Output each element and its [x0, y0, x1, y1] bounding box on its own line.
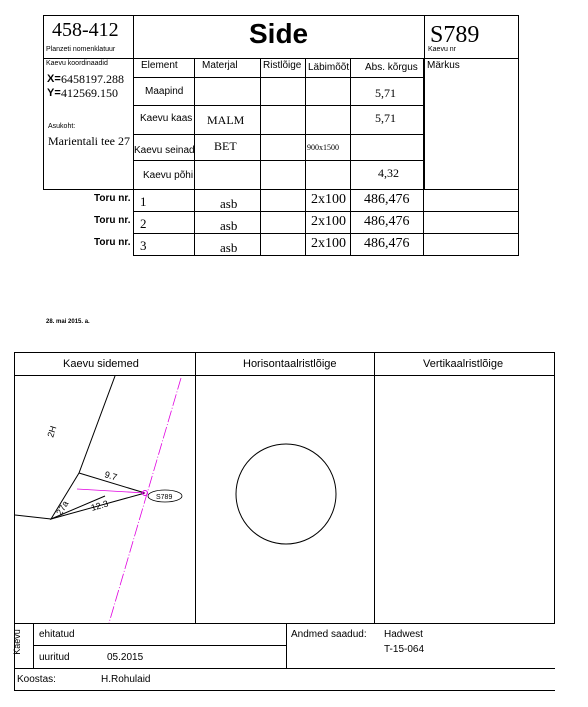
- author-label: Koostas:: [17, 674, 56, 685]
- coords-label: Kaevu koordinaadid: [46, 60, 108, 67]
- header-section: Ristlõige: [263, 60, 302, 71]
- row-elevation: 5,71: [375, 86, 396, 100]
- header-element: Element: [141, 60, 178, 71]
- pipe-diameter: 2x100: [311, 192, 346, 207]
- panel-horizontal-title: Horisontaalristlõige: [243, 358, 337, 370]
- distance-label-12-3: 12.3: [89, 498, 110, 513]
- horizontal-section: [196, 376, 375, 623]
- pipe-material: asb: [220, 218, 238, 233]
- surveyed-value: 05.2015: [107, 652, 144, 663]
- pipe-diameter: 2x100: [311, 236, 346, 251]
- y-label: Y=: [47, 87, 61, 99]
- pipe-diameter: 2x100: [311, 214, 346, 229]
- header-elevation: Abs. kõrgus: [365, 62, 418, 73]
- pipe-elevation: 486,476: [364, 192, 410, 207]
- pipe-label: Toru nr.: [94, 215, 131, 226]
- pipe-number: 2: [140, 216, 147, 231]
- row-material: BET: [214, 139, 237, 153]
- pipe-material: asb: [220, 196, 238, 211]
- pipe-elevation: 486,476: [364, 236, 410, 251]
- distance-label-9-7: 9.7: [103, 469, 119, 483]
- document-date: 28. mai 2015. a.: [46, 319, 90, 325]
- author-value: H.Rohulaid: [101, 674, 151, 685]
- pipe-label: Toru nr.: [94, 237, 131, 248]
- x-label: X=: [47, 73, 61, 85]
- header-remarks: Märkus: [427, 60, 460, 71]
- lot-label-27a: 27a: [54, 498, 71, 518]
- nomenclature-label: Planzeti nomenklatuur: [46, 46, 116, 53]
- boundary-line: [15, 515, 51, 519]
- panel-connections-title: Kaevu sidemed: [63, 358, 139, 370]
- row-diameter: 900x1500: [307, 143, 339, 152]
- data-source-label: Andmed saadud:: [291, 629, 367, 640]
- pipe-number: 3: [140, 238, 147, 253]
- surveyed-label: uuritud: [39, 652, 70, 663]
- pipe-material: asb: [220, 240, 238, 255]
- header-diameter: Läbimõõt: [308, 62, 350, 73]
- row-element: Kaevu kaas: [140, 113, 193, 124]
- well-circle: [236, 444, 336, 544]
- y-value: 412569.150: [61, 86, 118, 100]
- location-label: Asukoht:: [48, 123, 76, 130]
- lot-boundary: [51, 376, 115, 519]
- header-material: Materjal: [202, 60, 238, 71]
- row-elevation: 4,32: [378, 166, 399, 180]
- x-value: 6458197.288: [61, 72, 124, 86]
- row-element: Kaevu põhi: [143, 170, 194, 181]
- well-label: S789: [156, 494, 173, 501]
- well-number: S789: [430, 22, 480, 48]
- row-material: MALM: [207, 113, 245, 127]
- row-element: Maapind: [145, 86, 184, 97]
- panel-vertical-title: Vertikaalristlõige: [423, 358, 504, 370]
- pipe-number: 1: [140, 194, 147, 209]
- row-elevation: 5,71: [375, 111, 396, 125]
- pipe-elevation: 486,476: [364, 214, 410, 229]
- built-label: ehitatud: [39, 629, 75, 640]
- pipe-label: Toru nr.: [94, 193, 131, 204]
- row-element: Kaevu seinad: [134, 145, 195, 156]
- card-title: Side: [249, 18, 309, 49]
- data-source-value: Hadwest: [384, 629, 423, 640]
- data-source-ref: T-15-064: [384, 644, 425, 655]
- footer-side-label: Kaevu: [11, 629, 22, 655]
- nomenclature: 458-412: [52, 19, 119, 41]
- location-value: Marientali tee 27: [48, 134, 130, 148]
- connections-map: [15, 376, 196, 623]
- lot-label-2h: 2H: [45, 424, 59, 439]
- well-number-label: Kaevu nr: [428, 46, 457, 53]
